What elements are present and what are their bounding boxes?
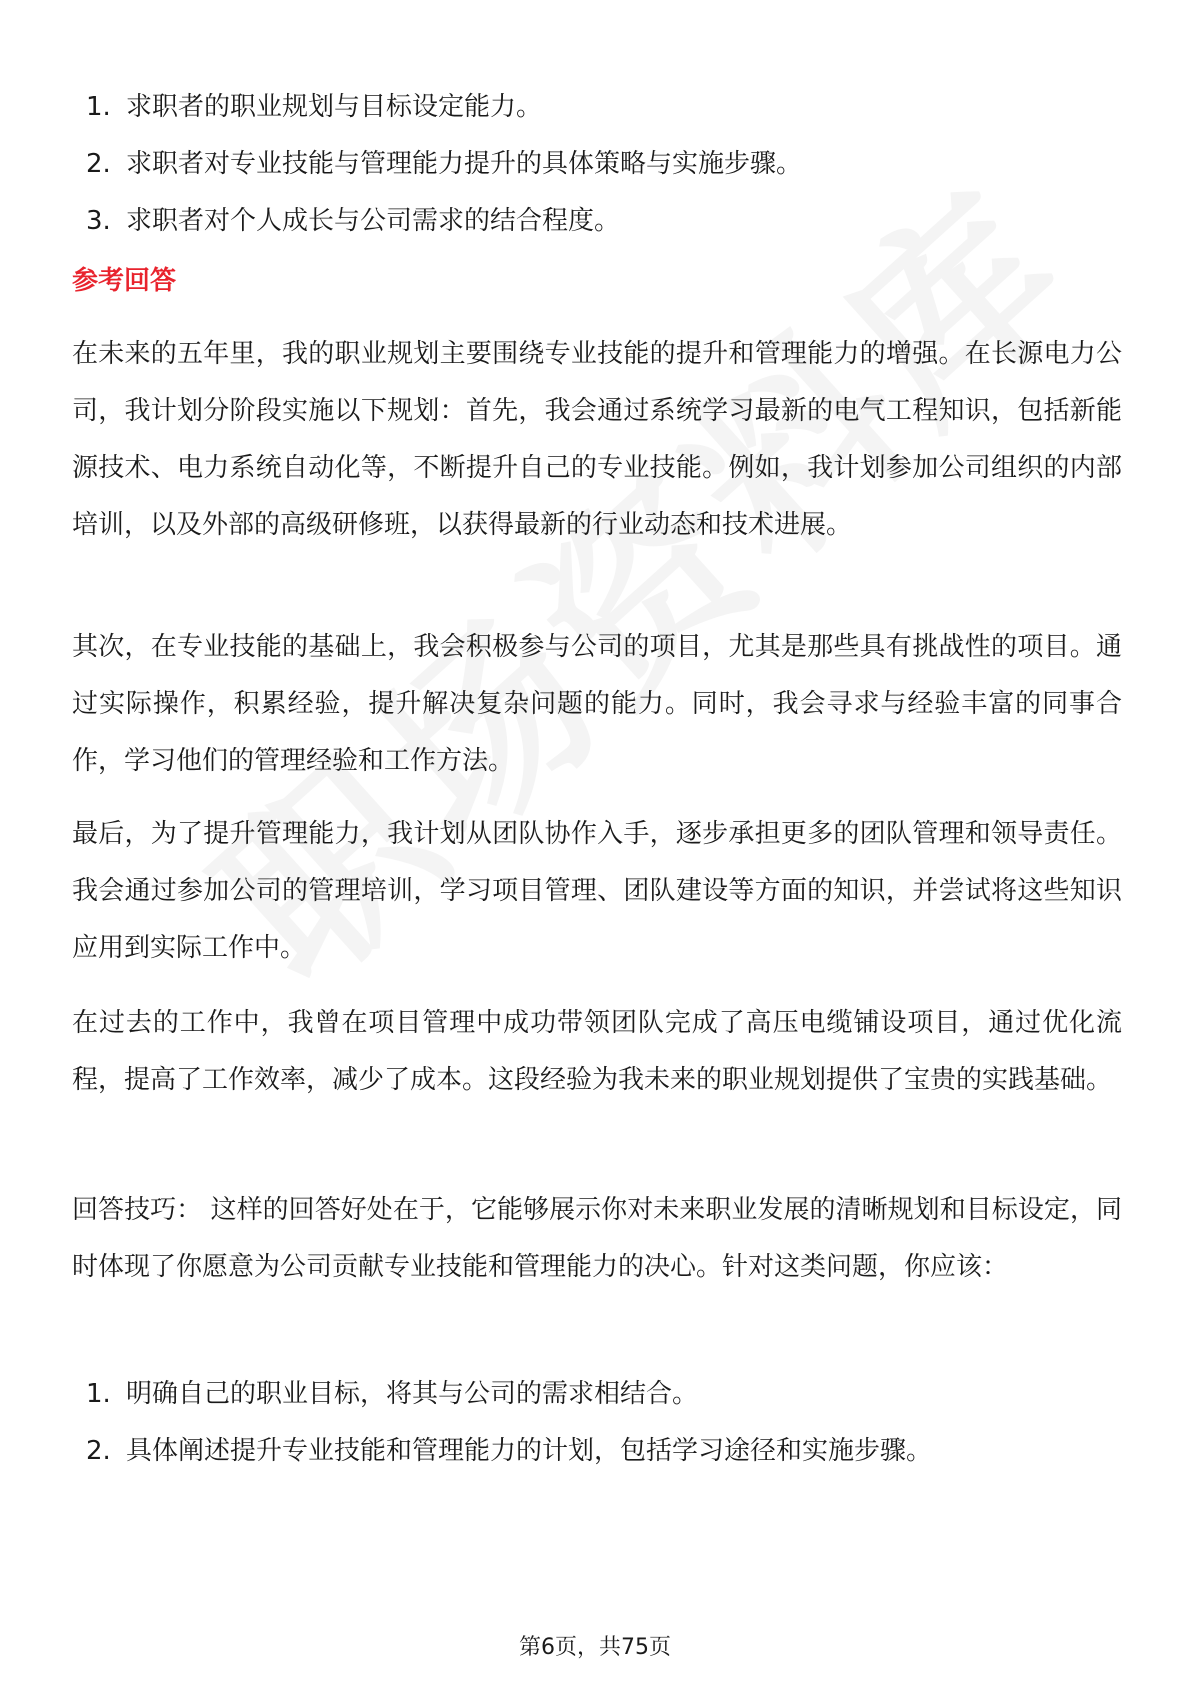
paragraph-3: 最后，为了提升管理能力，我计划从团队协作入手，逐步承担更多的团队管理和领导责任。我会通过参加公司的管理培训，学习项目管理、团队建设等方面的知识，并尝试将这些知识应用到实际工作中。	[72, 819, 1122, 963]
list-item: 2. 具体阐述提升专业技能和管理能力的计划，包括学习途径和实施步骤。	[86, 1436, 933, 1466]
list-item: 2. 求职者对专业技能与管理能力提升的具体策略与实施步骤。	[86, 149, 803, 179]
section-heading: 参考回答	[72, 266, 177, 296]
page-number: 第6页，共75页	[519, 1635, 671, 1660]
criteria-list	[86, 79, 802, 250]
list-item: 3. 求职者对个人成长与公司需求的结合程度。	[86, 206, 621, 236]
answer-tips: 回答技巧： 这样的回答好处在于，它能够展示你对未来职业发展的清晰规划和目标设定，同时体现了你愿意为公司贡献专业技能和管理能力的决心。针对这类问题，你应该：	[72, 1195, 1122, 1282]
tips-list	[86, 1366, 932, 1480]
paragraph-1: 在未来的五年里，我的职业规划主要围绕专业技能的提升和管理能力的增强。在长源电力公司，我计划分阶段实施以下规划：首先，我会通过系统学习最新的电气工程知识，包括新能源技术、电力系统自动化等，不断提升自己的专业技能。例如，我计划参加公司组织的内部培训，以及外部的高级研修班，以获得最新的行业动态和技术进展。	[72, 339, 1122, 540]
list-item: 1. 求职者的职业规划与目标设定能力。	[86, 92, 543, 122]
list-item: 1. 明确自己的职业目标，将其与公司的需求相结合。	[86, 1379, 699, 1409]
paragraph-4: 在过去的工作中，我曾在项目管理中成功带领团队完成了高压电缆铺设项目，通过优化流程，提高了工作效率，减少了成本。这段经验为我未来的职业规划提供了宝贵的实践基础。	[72, 1008, 1122, 1095]
paragraph-2: 其次，在专业技能的基础上，我会积极参与公司的项目，尤其是那些具有挑战性的项目。通过实际操作，积累经验，提升解决复杂问题的能力。同时，我会寻求与经验丰富的同事合作，学习他们的管理经验和工作方法。	[72, 632, 1122, 776]
